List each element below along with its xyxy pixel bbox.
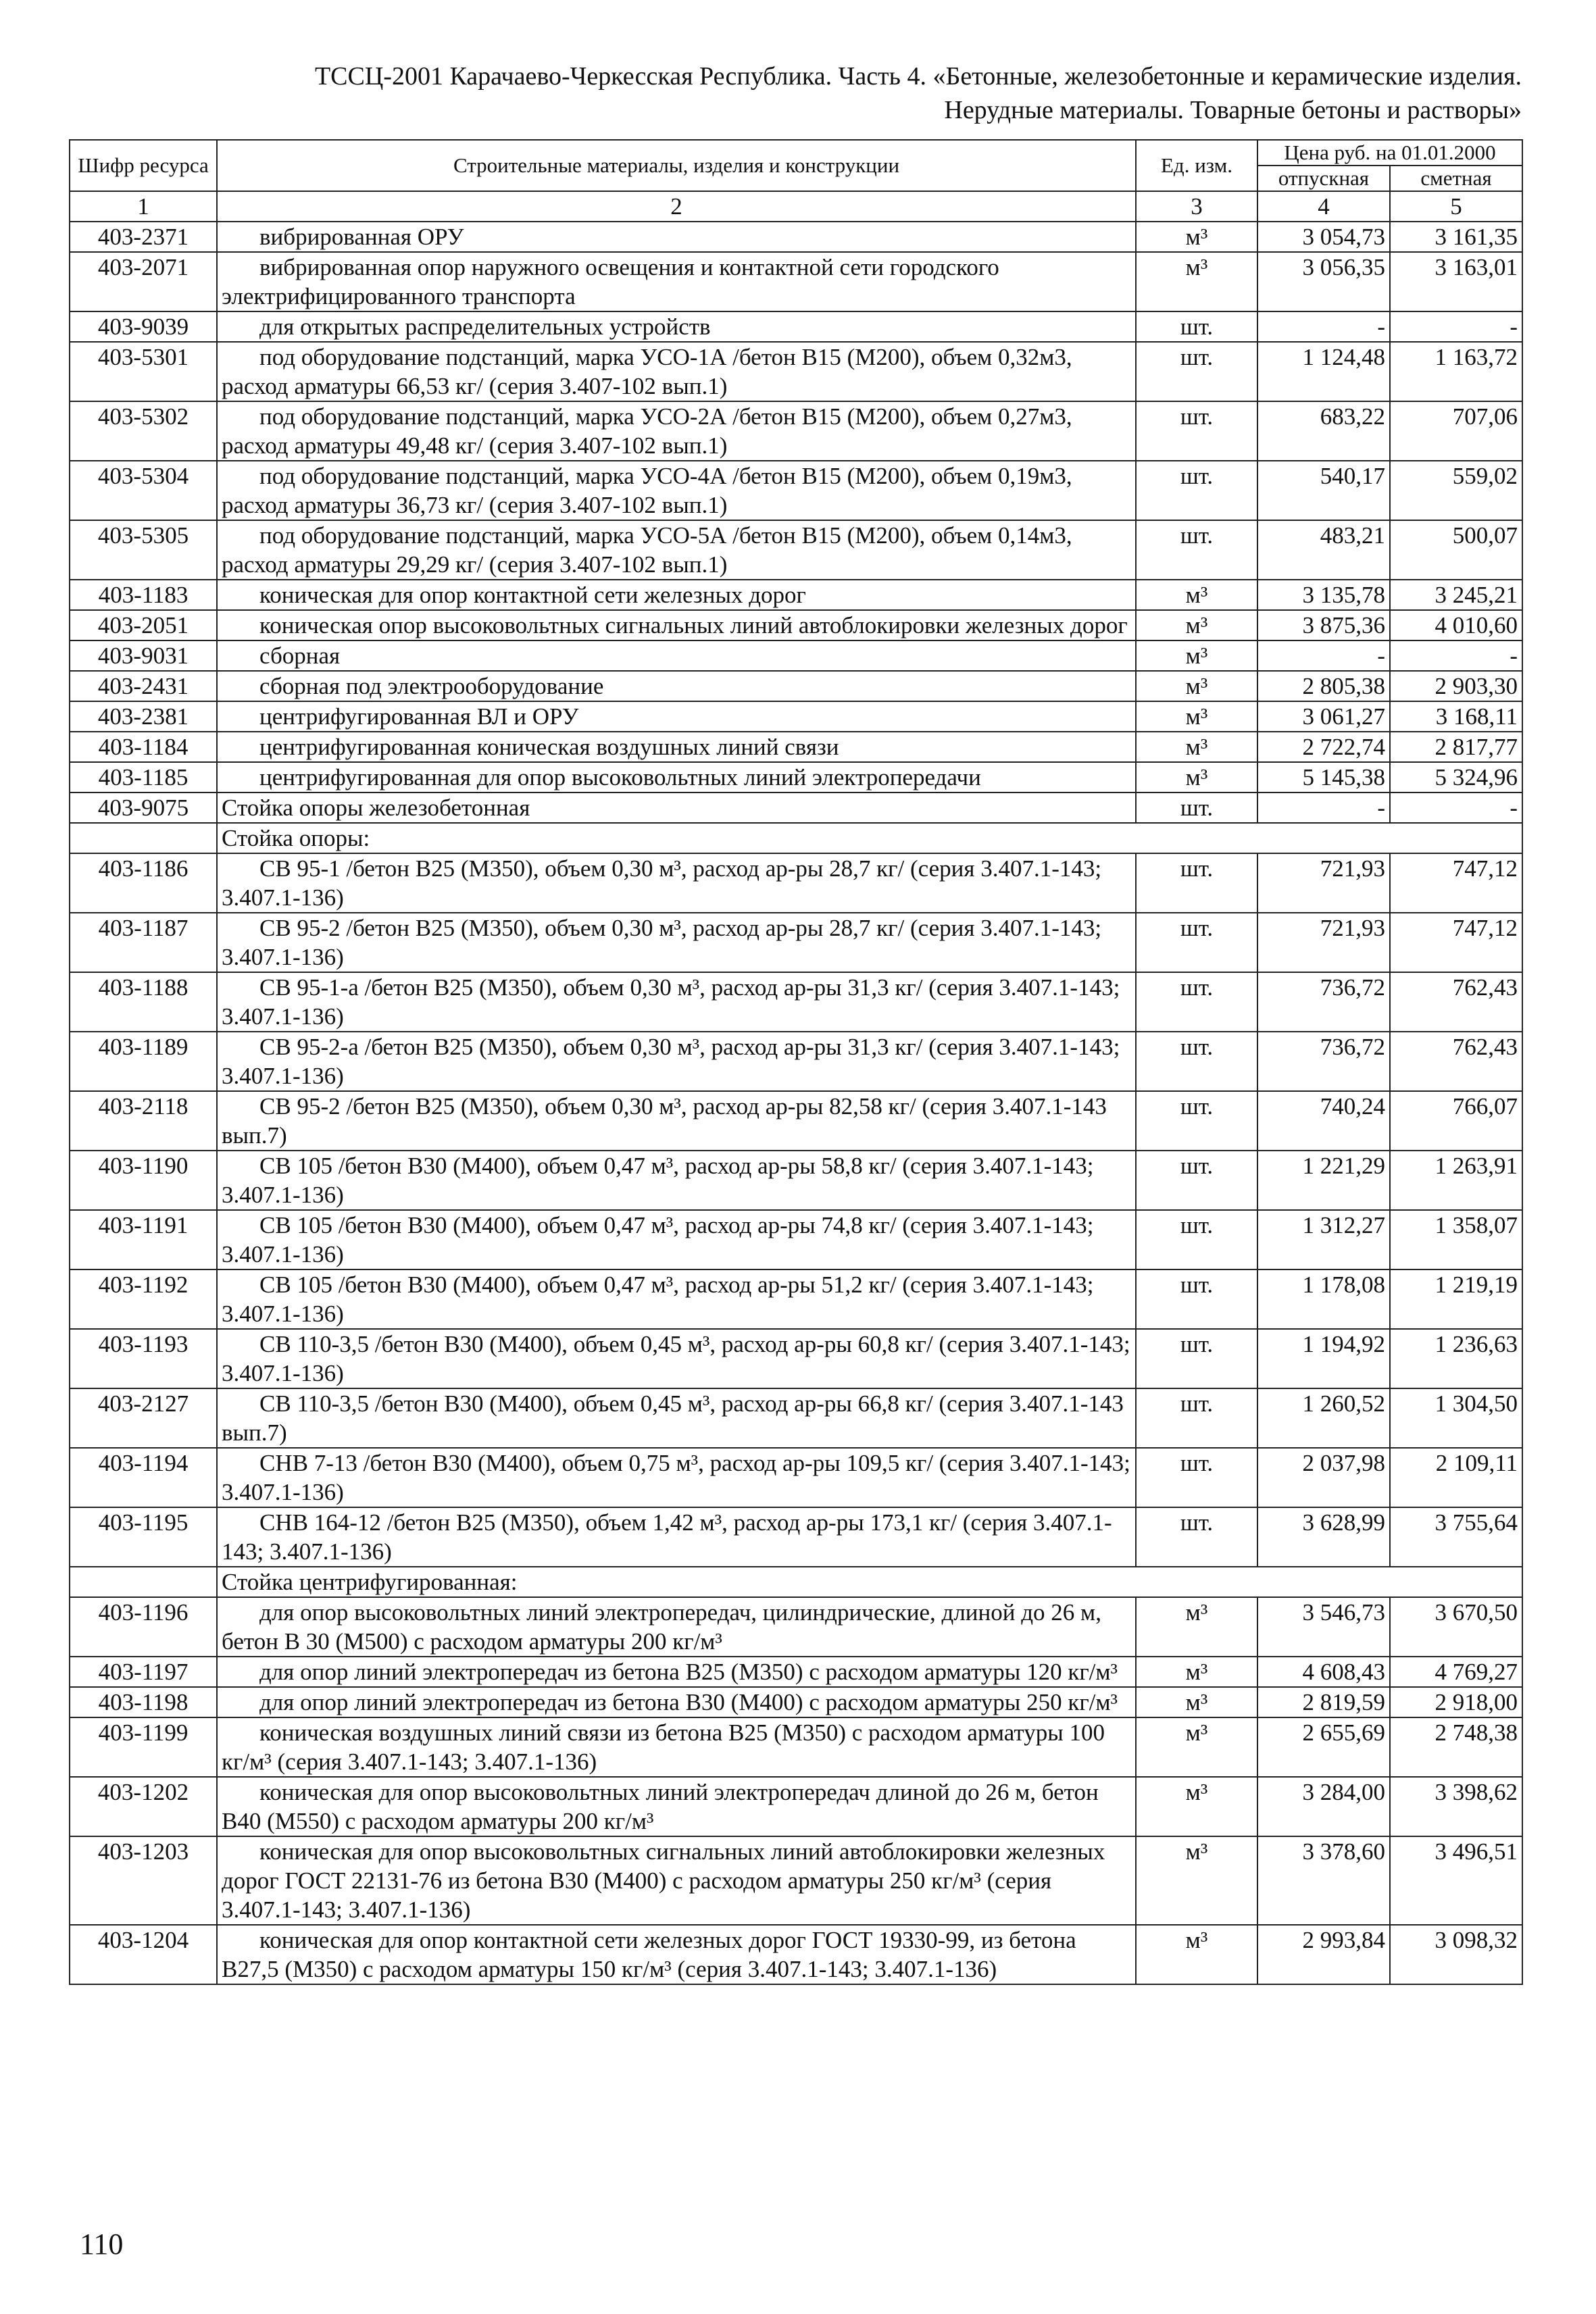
release-price: 2 655,69 [1257,1717,1390,1777]
resource-code: 403-1191 [70,1210,217,1269]
table-row [70,1151,1522,1210]
unit-cell: шт. [1136,311,1257,342]
material-name: вибрированная ОРУ [217,222,1136,252]
material-name: для опор высоковольтных линий электропередач, цилиндрические, длиной до 26 м, бетон В 30 (М500) с расходом арматуры 200 кг/м³ [217,1597,1136,1657]
material-name: для опор линий электропередач из бетона В30 (М400) с расходом арматуры 250 кг/м³ [217,1687,1136,1717]
table-row [70,640,1522,671]
section-title: Стойка центрифугированная: [217,1567,1522,1597]
section-code-cell [70,1567,217,1597]
unit-cell: шт. [1136,520,1257,580]
table-row [70,701,1522,732]
header-code: Шифр ресурса [70,140,217,191]
release-price: 2 993,84 [1257,1925,1390,1984]
material-name: коническая для опор высоковольтных линий электропередач длиной до 26 м, бетон В40 (М550) с расходом арматуры 200 кг/м³ [217,1777,1136,1836]
estimate-price: - [1390,640,1522,671]
release-price: 721,93 [1257,913,1390,972]
estimate-price: 1 219,19 [1390,1269,1522,1329]
header-name: Строительные материалы, изделия и конструкции [217,140,1136,191]
material-name: СВ 95-2-а /бетон В25 (М350), объем 0,30 м³, расход ар-ры 31,3 кг/ (серия 3.407.1-143; 3.407.1-136) [217,1032,1136,1091]
material-name: СНВ 164-12 /бетон В25 (М350), объем 1,42 м³, расход ар-ры 173,1 кг/ (серия 3.407.1-143; 3.407.1-136) [217,1507,1136,1567]
release-price: 1 124,48 [1257,342,1390,401]
estimate-price: 707,06 [1390,401,1522,461]
release-price: - [1257,793,1390,823]
release-price: 1 221,29 [1257,1151,1390,1210]
unit-cell: шт. [1136,793,1257,823]
resource-code: 403-5304 [70,461,217,520]
page-number: 110 [80,2228,124,2261]
resource-code: 403-1184 [70,732,217,762]
material-name: под оборудование подстанций, марка УСО-1А /бетон В15 (М200), объем 0,32м3, расход арматуры 66,53 кг/ (серия 3.407-102 вып.1) [217,342,1136,401]
unit-cell: м³ [1136,1836,1257,1925]
table-row [70,520,1522,580]
estimate-price: 3 163,01 [1390,252,1522,311]
release-price: 3 284,00 [1257,1777,1390,1836]
unit-cell: шт. [1136,1329,1257,1388]
table-row [70,972,1522,1032]
table-row [70,1388,1522,1448]
resource-code: 403-5302 [70,401,217,461]
price-table [69,139,1523,1985]
estimate-price: 2 918,00 [1390,1687,1522,1717]
resource-code: 403-1190 [70,1151,217,1210]
material-name: коническая опор высоковольтных сигнальных линий автоблокировки железных дорог [217,610,1136,640]
unit-cell: м³ [1136,1717,1257,1777]
resource-code: 403-2431 [70,671,217,701]
material-name: СВ 110-3,5 /бетон В30 (М400), объем 0,45 м³, расход ар-ры 60,8 кг/ (серия 3.407.1-143; 3.407.1-136) [217,1329,1136,1388]
unit-cell: шт. [1136,1507,1257,1567]
resource-code: 403-1199 [70,1717,217,1777]
estimate-price: 2 903,30 [1390,671,1522,701]
resource-code: 403-2118 [70,1091,217,1151]
unit-cell: м³ [1136,252,1257,311]
resource-code: 403-1193 [70,1329,217,1388]
table-row [70,1717,1522,1777]
resource-code: 403-1188 [70,972,217,1032]
material-name: Стойка опоры железобетонная [217,793,1136,823]
release-price: 3 061,27 [1257,701,1390,732]
unit-cell: шт. [1136,461,1257,520]
estimate-price: - [1390,793,1522,823]
table-row [70,610,1522,640]
table-row [70,252,1522,311]
release-price: 1 178,08 [1257,1269,1390,1329]
col-num: 4 [1257,191,1390,222]
release-price: 1 260,52 [1257,1388,1390,1448]
unit-cell: шт. [1136,1032,1257,1091]
resource-code: 403-9075 [70,793,217,823]
unit-cell: шт. [1136,342,1257,401]
release-price: 3 378,60 [1257,1836,1390,1925]
table-row [70,401,1522,461]
unit-cell: шт. [1136,1388,1257,1448]
release-price: 2 037,98 [1257,1448,1390,1507]
estimate-price: 1 358,07 [1390,1210,1522,1269]
table-row [70,580,1522,610]
table-row [70,1777,1522,1836]
estimate-price: 559,02 [1390,461,1522,520]
material-name: СВ 95-1-а /бетон В25 (М350), объем 0,30 м³, расход ар-ры 31,3 кг/ (серия 3.407.1-143; 3.407.1-136) [217,972,1136,1032]
resource-code: 403-1192 [70,1269,217,1329]
unit-cell: м³ [1136,671,1257,701]
table-row [70,1091,1522,1151]
table-row [70,732,1522,762]
material-name: сборная [217,640,1136,671]
header-release: отпускная [1257,166,1390,191]
resource-code: 403-1203 [70,1836,217,1925]
material-name: под оборудование подстанций, марка УСО-4А /бетон В15 (М200), объем 0,19м3, расход арматуры 36,73 кг/ (серия 3.407-102 вып.1) [217,461,1136,520]
estimate-price: 3 245,21 [1390,580,1522,610]
estimate-price: 5 324,96 [1390,762,1522,793]
unit-cell: м³ [1136,1657,1257,1687]
material-name: под оборудование подстанций, марка УСО-5А /бетон В15 (М200), объем 0,14м3, расход арматуры 29,29 кг/ (серия 3.407-102 вып.1) [217,520,1136,580]
release-price: 683,22 [1257,401,1390,461]
resource-code: 403-1204 [70,1925,217,1984]
table-row [70,222,1522,252]
table-row [70,762,1522,793]
material-name: вибрированная опор наружного освещения и контактной сети городского электрифицированного транспорта [217,252,1136,311]
table-row [70,913,1522,972]
release-price: 2 722,74 [1257,732,1390,762]
release-price: 3 628,99 [1257,1507,1390,1567]
estimate-price: 3 496,51 [1390,1836,1522,1925]
release-price: 5 145,38 [1257,762,1390,793]
resource-code: 403-1185 [70,762,217,793]
material-name: СВ 105 /бетон В30 (М400), объем 0,47 м³, расход ар-ры 58,8 кг/ (серия 3.407.1-143; 3.407.1-136) [217,1151,1136,1210]
resource-code: 403-2127 [70,1388,217,1448]
estimate-price: 3 398,62 [1390,1777,1522,1836]
table-row [70,1836,1522,1925]
unit-cell: шт. [1136,913,1257,972]
estimate-price: 762,43 [1390,972,1522,1032]
unit-cell: м³ [1136,701,1257,732]
unit-cell: м³ [1136,222,1257,252]
material-name: коническая воздушных линий связи из бетона В25 (М350) с расходом арматуры 100 кг/м³ (серия 3.407.1-143; 3.407.1-136) [217,1717,1136,1777]
unit-cell: шт. [1136,1091,1257,1151]
table-row [70,671,1522,701]
unit-cell: м³ [1136,640,1257,671]
section-row [70,823,1522,853]
col-num: 1 [70,191,217,222]
material-name: для открытых распределительных устройств [217,311,1136,342]
table-row [70,1329,1522,1388]
unit-cell: шт. [1136,1269,1257,1329]
table-row [70,342,1522,401]
material-name: СВ 110-3,5 /бетон В30 (М400), объем 0,45 м³, расход ар-ры 66,8 кг/ (серия 3.407.1-143 вып.7) [217,1388,1136,1448]
estimate-price: 3 670,50 [1390,1597,1522,1657]
estimate-price: 3 755,64 [1390,1507,1522,1567]
release-price: 736,72 [1257,972,1390,1032]
resource-code: 403-1196 [70,1597,217,1657]
resource-code: 403-1187 [70,913,217,972]
material-name: под оборудование подстанций, марка УСО-2А /бетон В15 (М200), объем 0,27м3, расход арматуры 49,48 кг/ (серия 3.407-102 вып.1) [217,401,1136,461]
page-header [69,59,1522,127]
table-row [70,1269,1522,1329]
header-price: Цена руб. на 01.01.2000 [1257,140,1522,166]
release-price: 736,72 [1257,1032,1390,1091]
material-name: СВ 105 /бетон В30 (М400), объем 0,47 м³, расход ар-ры 74,8 кг/ (серия 3.407.1-143; 3.407.1-136) [217,1210,1136,1269]
estimate-price: 4 010,60 [1390,610,1522,640]
material-name: сборная под электрооборудование [217,671,1136,701]
material-name: СНВ 7-13 /бетон В30 (М400), объем 0,75 м³, расход ар-ры 109,5 кг/ (серия 3.407.1-143; 3.407.1-136) [217,1448,1136,1507]
material-name: центрифугированная коническая воздушных линий связи [217,732,1136,762]
resource-code: 403-2051 [70,610,217,640]
resource-code: 403-2071 [70,252,217,311]
header-line-2: Нерудные материалы. Товарные бетоны и растворы» [944,96,1522,124]
estimate-price: - [1390,311,1522,342]
release-price: 483,21 [1257,520,1390,580]
material-name: СВ 95-2 /бетон В25 (М350), объем 0,30 м³, расход ар-ры 82,58 кг/ (серия 3.407.1-143 вып.7) [217,1091,1136,1151]
table-row [70,853,1522,913]
unit-cell: шт. [1136,1448,1257,1507]
release-price: 2 819,59 [1257,1687,1390,1717]
material-name: СВ 95-2 /бетон В25 (М350), объем 0,30 м³, расход ар-ры 28,7 кг/ (серия 3.407.1-143; 3.407.1-136) [217,913,1136,972]
resource-code: 403-1189 [70,1032,217,1091]
estimate-price: 1 236,63 [1390,1329,1522,1388]
table-row [70,1210,1522,1269]
material-name: СВ 105 /бетон В30 (М400), объем 0,47 м³, расход ар-ры 51,2 кг/ (серия 3.407.1-143; 3.407.1-136) [217,1269,1136,1329]
estimate-price: 1 263,91 [1390,1151,1522,1210]
resource-code: 403-9031 [70,640,217,671]
release-price: 3 056,35 [1257,252,1390,311]
resource-code: 403-1195 [70,1507,217,1567]
estimate-price: 747,12 [1390,913,1522,972]
header-estimate: сметная [1390,166,1522,191]
unit-cell: м³ [1136,732,1257,762]
unit-cell: шт. [1136,972,1257,1032]
unit-cell: м³ [1136,762,1257,793]
resource-code: 403-1198 [70,1687,217,1717]
estimate-price: 1 163,72 [1390,342,1522,401]
table-row [70,1032,1522,1091]
resource-code: 403-5301 [70,342,217,401]
resource-code: 403-1202 [70,1777,217,1836]
table-body [70,222,1522,1984]
release-price: 540,17 [1257,461,1390,520]
release-price: 3 546,73 [1257,1597,1390,1657]
col-num: 3 [1136,191,1257,222]
release-price: 3 054,73 [1257,222,1390,252]
table-row [70,461,1522,520]
resource-code: 403-1183 [70,580,217,610]
material-name: центрифугированная для опор высоковольтных линий электропередачи [217,762,1136,793]
release-price: 740,24 [1257,1091,1390,1151]
unit-cell: м³ [1136,580,1257,610]
material-name: коническая для опор контактной сети железных дорог ГОСТ 19330-99, из бетона В27,5 (М350) с расходом арматуры 150 кг/м³ (серия 3.407.1-143; 3.407.1-136) [217,1925,1136,1984]
estimate-price: 747,12 [1390,853,1522,913]
unit-cell: м³ [1136,1597,1257,1657]
estimate-price: 2 817,77 [1390,732,1522,762]
header-unit: Ед. изм. [1136,140,1257,191]
table-row [70,1448,1522,1507]
release-price: 1 312,27 [1257,1210,1390,1269]
estimate-price: 1 304,50 [1390,1388,1522,1448]
estimate-price: 766,07 [1390,1091,1522,1151]
estimate-price: 3 161,35 [1390,222,1522,252]
resource-code: 403-2381 [70,701,217,732]
estimate-price: 500,07 [1390,520,1522,580]
resource-code: 403-2371 [70,222,217,252]
resource-code: 403-5305 [70,520,217,580]
table-row [70,1507,1522,1567]
release-price: 4 608,43 [1257,1657,1390,1687]
release-price: 3 875,36 [1257,610,1390,640]
col-num: 2 [217,191,1136,222]
unit-cell: шт. [1136,401,1257,461]
estimate-price: 762,43 [1390,1032,1522,1091]
estimate-price: 4 769,27 [1390,1657,1522,1687]
unit-cell: шт. [1136,853,1257,913]
material-name: для опор линий электропередач из бетона В25 (М350) с расходом арматуры 120 кг/м³ [217,1657,1136,1687]
table-row [70,1925,1522,1984]
table-row [70,793,1522,823]
estimate-price: 3 168,11 [1390,701,1522,732]
table-row [70,1687,1522,1717]
section-title: Стойка опоры: [217,823,1522,853]
col-num: 5 [1390,191,1522,222]
unit-cell: м³ [1136,610,1257,640]
section-row [70,1567,1522,1597]
unit-cell: шт. [1136,1151,1257,1210]
resource-code: 403-9039 [70,311,217,342]
release-price: 3 135,78 [1257,580,1390,610]
material-name: коническая для опор высоковольтных сигнальных линий автоблокировки железных дорог ГОСТ 22131-76 из бетона В30 (М400) с расходом арматуры 250 кг/м³ (серия 3.407.1-143; 3.407.1-136) [217,1836,1136,1925]
material-name: центрифугированная ВЛ и ОРУ [217,701,1136,732]
table-row [70,311,1522,342]
release-price: - [1257,311,1390,342]
release-price: 721,93 [1257,853,1390,913]
unit-cell: м³ [1136,1925,1257,1984]
table-row [70,1657,1522,1687]
section-code-cell [70,823,217,853]
unit-cell: м³ [1136,1687,1257,1717]
material-name: СВ 95-1 /бетон В25 (М350), объем 0,30 м³, расход ар-ры 28,7 кг/ (серия 3.407.1-143; 3.407.1-136) [217,853,1136,913]
unit-cell: шт. [1136,1210,1257,1269]
resource-code: 403-1186 [70,853,217,913]
resource-code: 403-1197 [70,1657,217,1687]
estimate-price: 3 098,32 [1390,1925,1522,1984]
estimate-price: 2 109,11 [1390,1448,1522,1507]
resource-code: 403-1194 [70,1448,217,1507]
release-price: 1 194,92 [1257,1329,1390,1388]
material-name: коническая для опор контактной сети железных дорог [217,580,1136,610]
table-row [70,1597,1522,1657]
estimate-price: 2 748,38 [1390,1717,1522,1777]
release-price: 2 805,38 [1257,671,1390,701]
release-price: - [1257,640,1390,671]
header-line-1: ТССЦ-2001 Карачаево-Черкесская Республика. Часть 4. «Бетонные, железобетонные и керамические изделия. [314,62,1522,91]
unit-cell: м³ [1136,1777,1257,1836]
